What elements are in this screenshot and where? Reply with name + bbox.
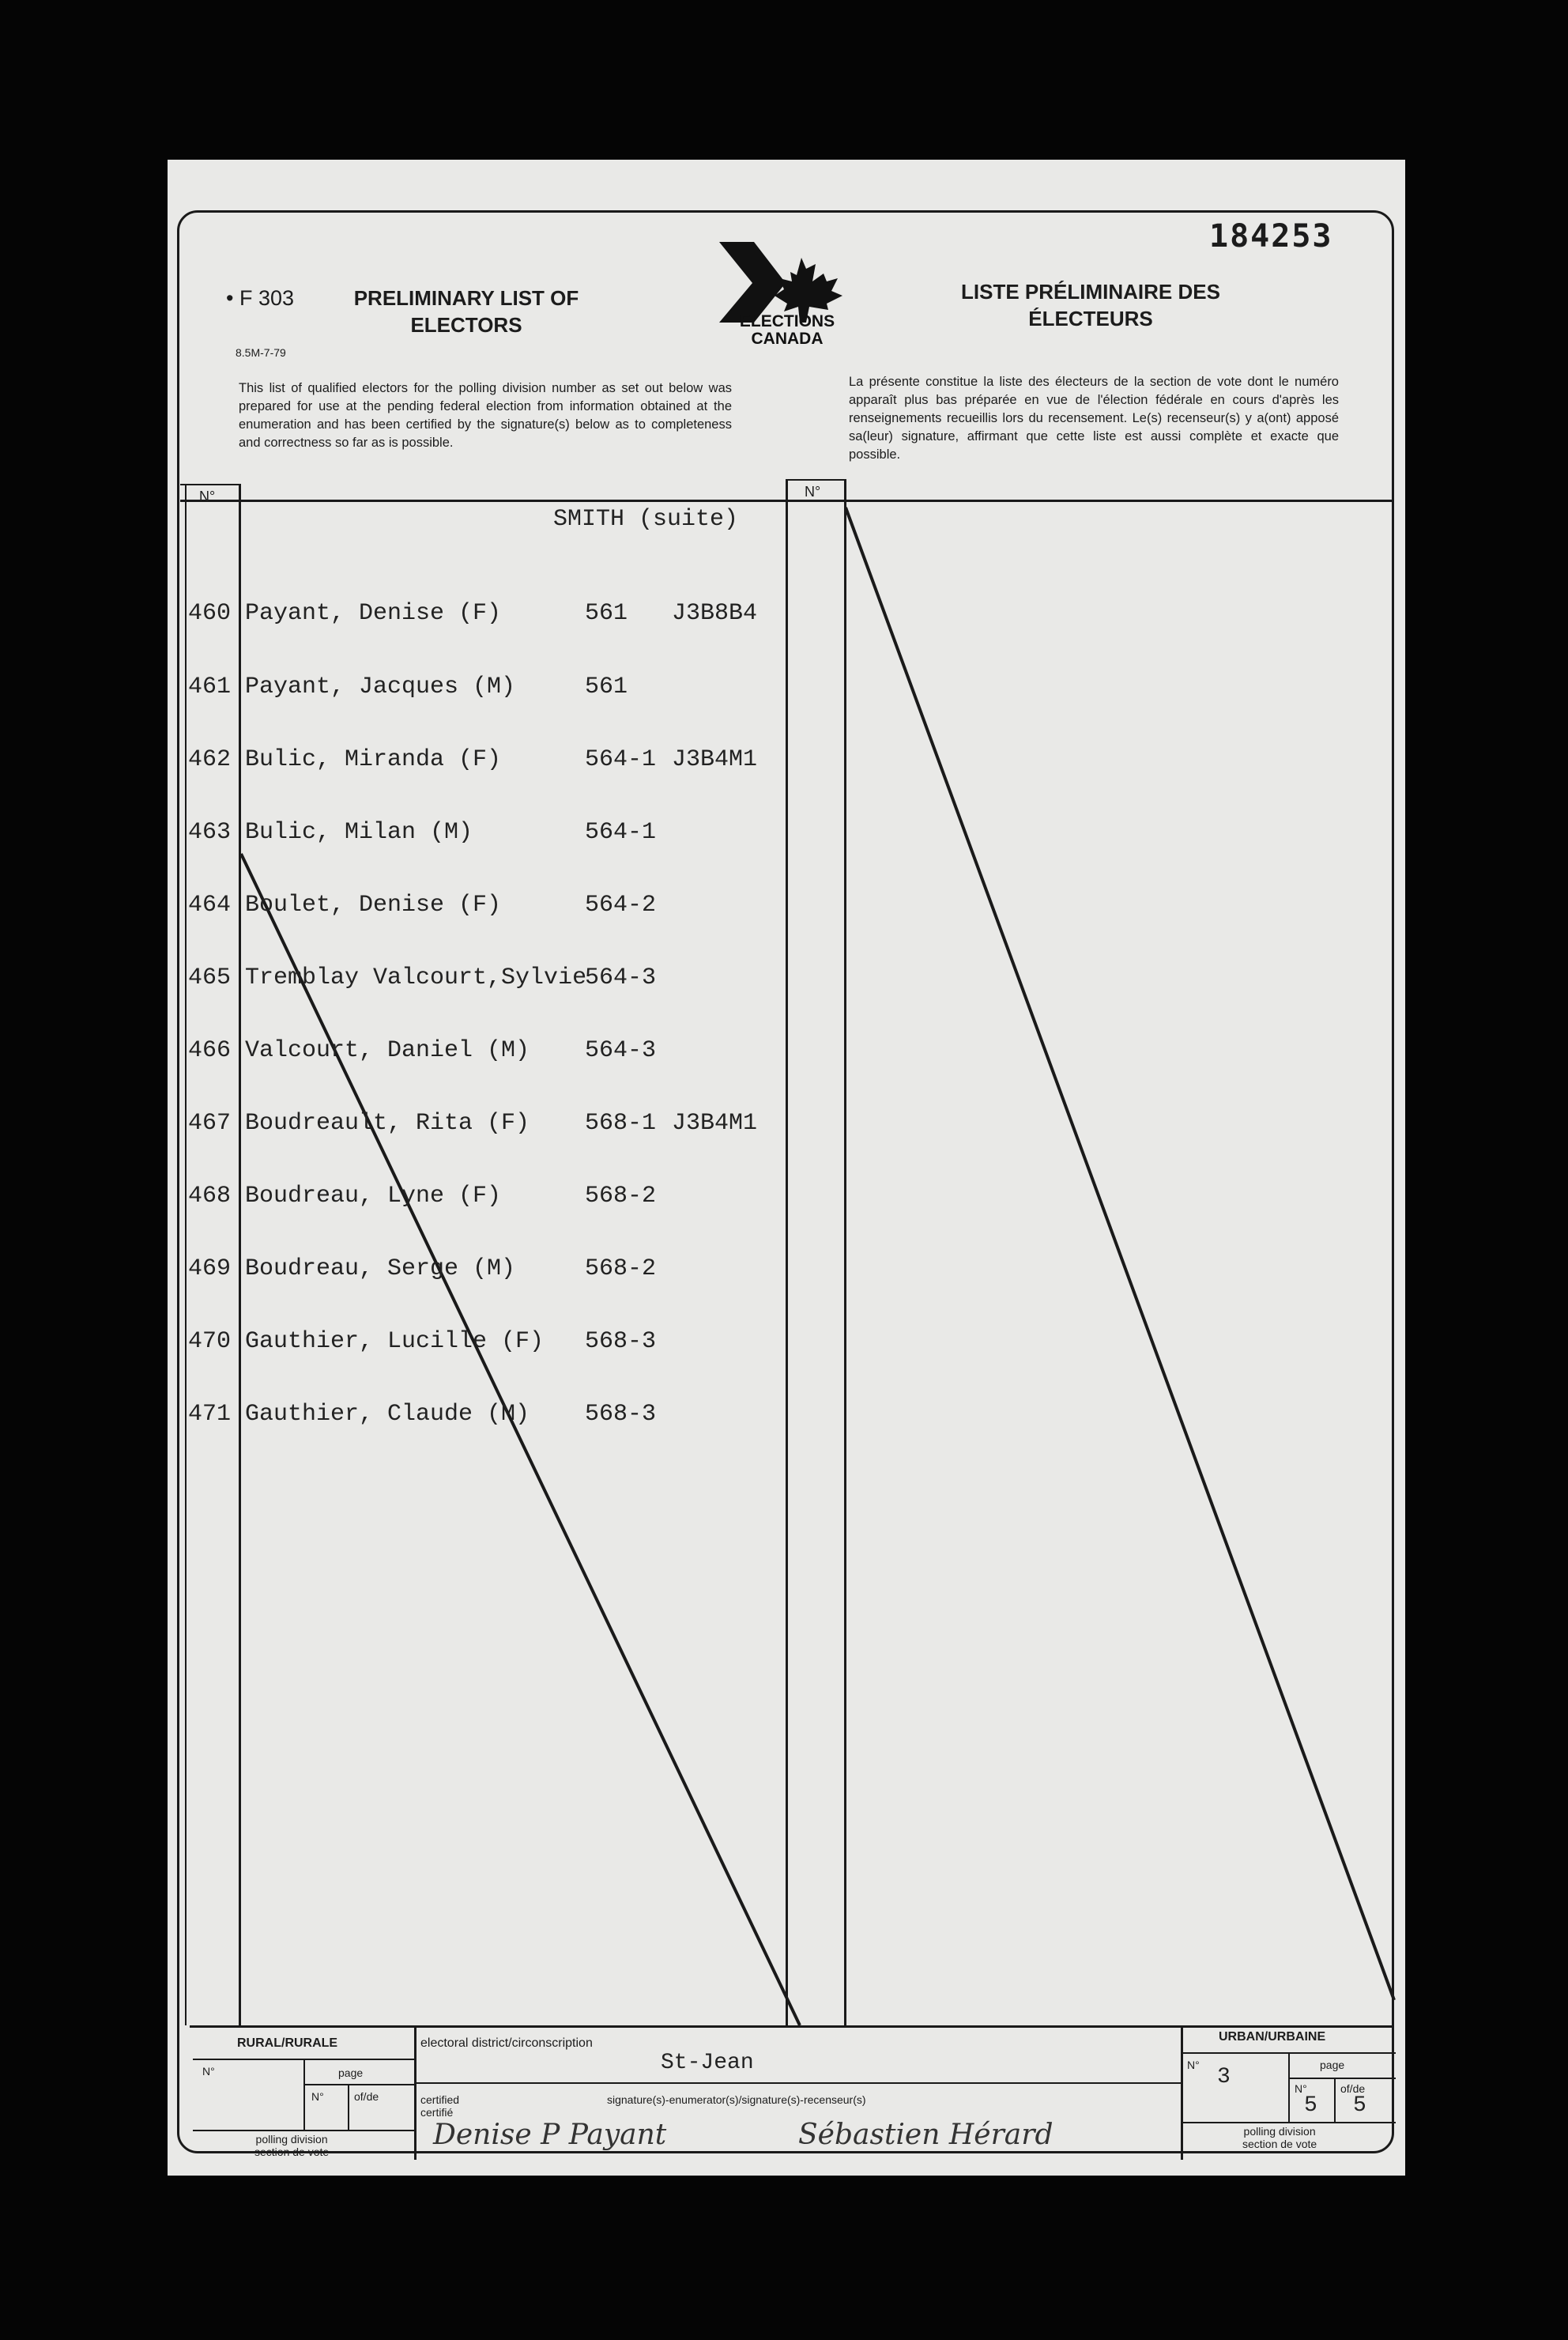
logo-text-line2: CANADA — [751, 330, 824, 348]
certified-label: certified certifié — [420, 2093, 460, 2119]
urban-no-label: N° — [1187, 2059, 1200, 2071]
list-item: 465 Tremblay Valcourt,Sylvie564-3 — [188, 964, 657, 991]
rural-page-divider — [305, 2084, 414, 2085]
district-value: St-Jean — [661, 2051, 754, 2075]
urban-page-label: page — [1320, 2059, 1345, 2071]
urban-pd-divider — [1182, 2122, 1396, 2123]
electors-list — [188, 553, 757, 1451]
rural-no-divider — [303, 2060, 305, 2130]
urban-page-no-value: 5 — [1304, 2093, 1317, 2118]
title-french: LISTE PRÉLIMINAIRE DES ÉLECTEURS — [961, 280, 1220, 330]
cancel-stroke-right — [846, 508, 1394, 2000]
signatures-label: signature(s)-enumerator(s)/signature(s)-recenseur(s) — [607, 2093, 866, 2106]
list-item: 466 Valcourt, Daniel (M) 564-3 — [188, 1036, 657, 1064]
list-item: 471 Gauthier, Claude (M) 568-3 — [188, 1401, 657, 1429]
form-number: • F 303 — [226, 286, 295, 310]
urban-no-value: 3 — [1217, 2065, 1231, 2089]
number-header-left: N° — [199, 489, 216, 504]
rural-page-no-label: N° — [311, 2090, 324, 2103]
signature-1: Denise P Payant — [433, 2119, 667, 2151]
list-item: 464 Boulet, Denise (F) 564-2 — [188, 891, 657, 919]
list-item: 468 Boudreau, Lyne (F) 568-2 — [188, 1183, 657, 1210]
footer-top-line — [190, 2025, 1394, 2028]
serial-number: 184253 — [1209, 218, 1333, 255]
list-item: 470 Gauthier, Lucille (F) 568-3 — [188, 1328, 657, 1356]
title-english: PRELIMINARY LIST OF ELECTORS — [353, 286, 579, 337]
urban-no-divider — [1288, 2054, 1290, 2122]
number-header-right: N° — [805, 484, 821, 500]
street-heading: SMITH (suite) — [553, 506, 739, 533]
district-divider — [416, 2082, 1182, 2084]
intro-english: This list of qualified electors for the polling division number as set out below was prepared for use at the pending federal election from information obtained at the enumeration and has been certified by the signature(s) below as to completeness and correctness so far as is possible. — [239, 381, 732, 450]
list-item: 463 Bulic, Milan (M) 564-1 — [188, 818, 657, 846]
urban-label: URBAN/URBAINE — [1219, 2030, 1326, 2044]
list-item: 462 Bulic, Miranda (F) 564-1 J3B4M1 — [188, 745, 758, 773]
rural-label: RURAL/RURALE — [237, 2036, 338, 2050]
rural-pd-divider — [193, 2130, 414, 2131]
urban-page-no-label: N° — [1295, 2082, 1307, 2095]
rural-page-label: page — [338, 2066, 364, 2079]
list-item: 467 Boudreault, Rita (F) 568-1 J3B4M1 — [188, 1110, 758, 1138]
print-info: 8.5M-7-79 — [236, 346, 286, 359]
district-label: electoral district/circonscription — [420, 2036, 593, 2050]
urban-of-divider — [1334, 2079, 1336, 2122]
urban-of-value: 5 — [1353, 2093, 1366, 2118]
urban-of-label: of/de — [1340, 2082, 1366, 2095]
rural-of-divider — [348, 2085, 349, 2130]
list-item: 469 Boudreau, Serge (M) 568-2 — [188, 1255, 657, 1283]
urban-left-border — [1181, 2025, 1183, 2160]
list-item: 460 Payant, Denise (F) 561 J3B8B4 — [188, 600, 758, 628]
rural-polling-division-label: polling division section de vote — [254, 2133, 330, 2158]
logo-text-line1: ELECTIONS — [739, 312, 835, 330]
signature-2: Sébastien Hérard — [798, 2119, 1054, 2151]
urban-page-divider — [1290, 2078, 1396, 2079]
intro-french: La présente constitue la liste des électeurs de la section de vote dont le numéro apparaît plus bas préparée en vue de l'élection fédérale en cours d'après les renseignements recueillis lors du recensement. Le(s) recenseur(s) y a(ont) apposé sa(leur) signature, affirmant que cette liste est aussi complète et exacte que possible. — [849, 375, 1339, 462]
urban-polling-division-label: polling division section de vote — [1242, 2125, 1317, 2150]
rural-right-border — [414, 2027, 416, 2160]
rural-no-label: N° — [202, 2065, 215, 2078]
list-item: 461 Payant, Jacques (M) 561 — [188, 673, 628, 700]
rural-of-label: of/de — [354, 2090, 379, 2103]
